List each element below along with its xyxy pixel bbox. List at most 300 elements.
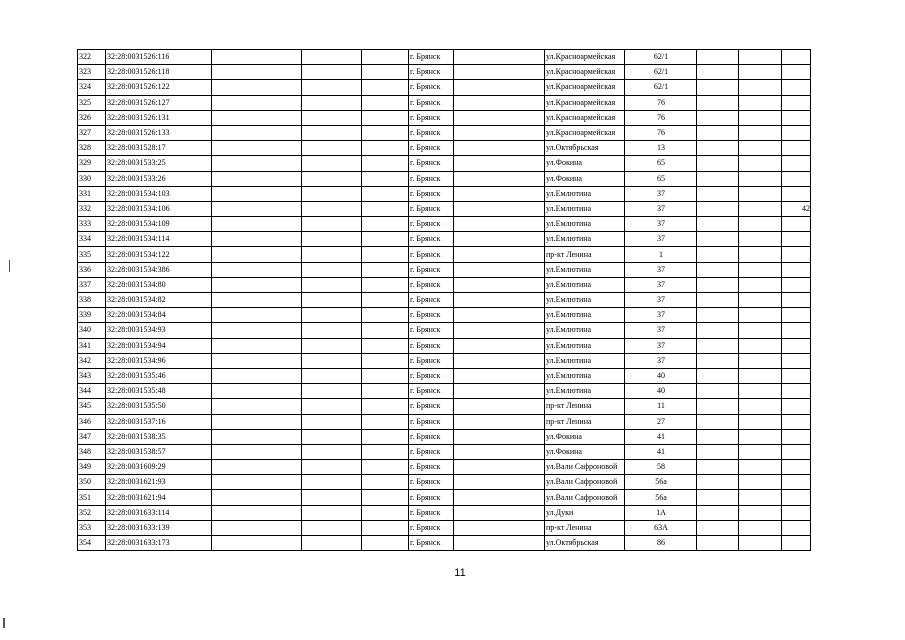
empty-cell — [739, 247, 782, 262]
empty-cell — [212, 141, 302, 156]
empty-cell — [302, 384, 362, 399]
street-cell: ул.Фокина — [545, 156, 625, 171]
table-row — [78, 536, 811, 551]
row-number-cell: 336 — [78, 262, 106, 277]
empty-cell — [697, 338, 739, 353]
extra-value-cell — [782, 293, 811, 308]
empty-cell — [739, 50, 782, 65]
city-cell: г. Брянск — [409, 338, 454, 353]
street-cell: ул.Емлютина — [545, 201, 625, 216]
house-number-cell: 56а — [625, 490, 697, 505]
empty-cell — [362, 141, 409, 156]
street-cell: пр-кт Ленина — [545, 399, 625, 414]
empty-cell — [302, 50, 362, 65]
empty-cell — [739, 429, 782, 444]
empty-cell — [739, 505, 782, 520]
table-row — [78, 308, 811, 323]
city-cell: г. Брянск — [409, 536, 454, 551]
empty-cell — [212, 50, 302, 65]
cadastral-number-cell: 32:28:0031526:127 — [106, 95, 212, 110]
cadastral-number-cell: 32:28:0031526:122 — [106, 80, 212, 95]
cadastral-number-cell: 32:28:0031526:131 — [106, 110, 212, 125]
empty-cell — [302, 80, 362, 95]
house-number-cell: 76 — [625, 95, 697, 110]
empty-cell — [302, 338, 362, 353]
street-cell: пр-кт Ленина — [545, 247, 625, 262]
empty-cell — [739, 262, 782, 277]
empty-cell — [302, 171, 362, 186]
empty-cell — [302, 429, 362, 444]
empty-cell — [362, 460, 409, 475]
cadastral-number-cell: 32:28:0031633:173 — [106, 536, 212, 551]
empty-cell — [302, 277, 362, 292]
empty-cell — [739, 475, 782, 490]
row-number-cell: 334 — [78, 232, 106, 247]
extra-value-cell — [782, 368, 811, 383]
cadastral-number-cell: 32:28:0031538:35 — [106, 429, 212, 444]
row-number-cell: 329 — [78, 156, 106, 171]
empty-cell — [362, 50, 409, 65]
extra-value-cell — [782, 475, 811, 490]
empty-cell — [739, 490, 782, 505]
table-row — [78, 414, 811, 429]
empty-cell — [212, 475, 302, 490]
empty-cell — [302, 65, 362, 80]
empty-cell — [212, 460, 302, 475]
empty-cell — [739, 171, 782, 186]
table-row — [78, 110, 811, 125]
empty-cell — [739, 536, 782, 551]
empty-cell — [212, 505, 302, 520]
house-number-cell: 40 — [625, 368, 697, 383]
table-row — [78, 65, 811, 80]
extra-value-cell — [782, 490, 811, 505]
empty-cell — [739, 338, 782, 353]
extra-value-cell — [782, 171, 811, 186]
empty-cell — [739, 80, 782, 95]
empty-cell — [454, 201, 545, 216]
row-number-cell: 337 — [78, 277, 106, 292]
empty-cell — [302, 201, 362, 216]
empty-cell — [302, 444, 362, 459]
row-number-cell: 354 — [78, 536, 106, 551]
empty-cell — [362, 490, 409, 505]
cadastral-number-cell: 32:28:0031535:48 — [106, 384, 212, 399]
house-number-cell: 37 — [625, 308, 697, 323]
table-row — [78, 505, 811, 520]
street-cell: ул.Емлютина — [545, 262, 625, 277]
empty-cell — [697, 384, 739, 399]
street-cell: ул.Вали Сафроновой — [545, 490, 625, 505]
house-number-cell: 62/1 — [625, 50, 697, 65]
street-cell: ул.Вали Сафроновой — [545, 475, 625, 490]
city-cell: г. Брянск — [409, 95, 454, 110]
cadastral-number-cell: 32:28:0031534:122 — [106, 247, 212, 262]
cadastral-number-cell: 32:28:0031535:50 — [106, 399, 212, 414]
empty-cell — [454, 232, 545, 247]
street-cell: ул.Фокина — [545, 444, 625, 459]
table-row — [78, 186, 811, 201]
table-row — [78, 444, 811, 459]
empty-cell — [362, 293, 409, 308]
city-cell: г. Брянск — [409, 368, 454, 383]
extra-value-cell — [782, 308, 811, 323]
empty-cell — [212, 353, 302, 368]
empty-cell — [739, 201, 782, 216]
empty-cell — [454, 50, 545, 65]
empty-cell — [362, 80, 409, 95]
empty-cell — [697, 201, 739, 216]
row-number-cell: 326 — [78, 110, 106, 125]
extra-value-cell — [782, 277, 811, 292]
empty-cell — [212, 156, 302, 171]
scan-artifact-bottom — [3, 618, 5, 628]
city-cell: г. Брянск — [409, 293, 454, 308]
empty-cell — [739, 520, 782, 535]
empty-cell — [362, 65, 409, 80]
empty-cell — [697, 262, 739, 277]
row-number-cell: 346 — [78, 414, 106, 429]
table-row — [78, 475, 811, 490]
extra-value-cell — [782, 323, 811, 338]
empty-cell — [697, 293, 739, 308]
empty-cell — [362, 384, 409, 399]
cadastral-number-cell: 32:28:0031528:17 — [106, 141, 212, 156]
cadastral-number-cell: 32:28:0031537:16 — [106, 414, 212, 429]
cadastral-number-cell: 32:28:0031534:82 — [106, 293, 212, 308]
empty-cell — [739, 308, 782, 323]
row-number-cell: 353 — [78, 520, 106, 535]
street-cell: ул.Фокина — [545, 429, 625, 444]
empty-cell — [697, 536, 739, 551]
empty-cell — [739, 156, 782, 171]
empty-cell — [739, 95, 782, 110]
empty-cell — [362, 536, 409, 551]
cadastral-number-cell: 32:28:0031534:84 — [106, 308, 212, 323]
cadastral-number-cell: 32:28:0031534:93 — [106, 323, 212, 338]
page-number: 11 — [454, 567, 466, 579]
empty-cell — [362, 475, 409, 490]
empty-cell — [212, 247, 302, 262]
table-row — [78, 95, 811, 110]
house-number-cell: 62/1 — [625, 80, 697, 95]
empty-cell — [302, 125, 362, 140]
empty-cell — [739, 110, 782, 125]
city-cell: г. Брянск — [409, 429, 454, 444]
empty-cell — [454, 323, 545, 338]
empty-cell — [454, 141, 545, 156]
row-number-cell: 352 — [78, 505, 106, 520]
street-cell: ул.Красноармейская — [545, 80, 625, 95]
row-number-cell: 349 — [78, 460, 106, 475]
cadastral-number-cell: 32:28:0031621:94 — [106, 490, 212, 505]
empty-cell — [212, 125, 302, 140]
table-row — [78, 399, 811, 414]
row-number-cell: 340 — [78, 323, 106, 338]
row-number-cell: 351 — [78, 490, 106, 505]
city-cell: г. Брянск — [409, 520, 454, 535]
empty-cell — [697, 156, 739, 171]
extra-value-cell — [782, 353, 811, 368]
extra-value-cell — [782, 232, 811, 247]
empty-cell — [454, 308, 545, 323]
house-number-cell: 37 — [625, 262, 697, 277]
empty-cell — [454, 110, 545, 125]
row-number-cell: 330 — [78, 171, 106, 186]
empty-cell — [697, 353, 739, 368]
empty-cell — [697, 308, 739, 323]
register-rows — [78, 50, 811, 551]
house-number-cell: 27 — [625, 414, 697, 429]
empty-cell — [302, 475, 362, 490]
empty-cell — [454, 65, 545, 80]
empty-cell — [739, 65, 782, 80]
empty-cell — [362, 262, 409, 277]
empty-cell — [454, 247, 545, 262]
city-cell: г. Брянск — [409, 125, 454, 140]
empty-cell — [212, 429, 302, 444]
empty-cell — [302, 323, 362, 338]
empty-cell — [212, 338, 302, 353]
row-number-cell: 342 — [78, 353, 106, 368]
cadastral-number-cell: 32:28:0031534:103 — [106, 186, 212, 201]
empty-cell — [739, 460, 782, 475]
extra-value-cell — [782, 399, 811, 414]
house-number-cell: 37 — [625, 217, 697, 232]
empty-cell — [212, 277, 302, 292]
empty-cell — [697, 110, 739, 125]
extra-value-cell — [782, 444, 811, 459]
empty-cell — [362, 95, 409, 110]
street-cell: ул.Красноармейская — [545, 50, 625, 65]
row-number-cell: 325 — [78, 95, 106, 110]
cadastral-number-cell: 32:28:0031535:46 — [106, 368, 212, 383]
empty-cell — [362, 125, 409, 140]
house-number-cell: 37 — [625, 338, 697, 353]
street-cell: ул.Емлютина — [545, 353, 625, 368]
empty-cell — [454, 80, 545, 95]
row-number-cell: 333 — [78, 217, 106, 232]
house-number-cell: 76 — [625, 125, 697, 140]
row-number-cell: 324 — [78, 80, 106, 95]
empty-cell — [454, 414, 545, 429]
empty-cell — [362, 368, 409, 383]
cadastral-number-cell: 32:28:0031534:109 — [106, 217, 212, 232]
row-number-cell: 332 — [78, 201, 106, 216]
empty-cell — [739, 323, 782, 338]
extra-value-cell — [782, 247, 811, 262]
extra-value-cell — [782, 338, 811, 353]
empty-cell — [212, 186, 302, 201]
house-number-cell: 41 — [625, 429, 697, 444]
empty-cell — [454, 186, 545, 201]
empty-cell — [697, 171, 739, 186]
city-cell: г. Брянск — [409, 505, 454, 520]
empty-cell — [697, 399, 739, 414]
scan-artifact-left — [9, 260, 10, 272]
street-cell: ул.Вали Сафроновой — [545, 460, 625, 475]
empty-cell — [302, 262, 362, 277]
street-cell: ул.Емлютина — [545, 338, 625, 353]
empty-cell — [302, 520, 362, 535]
extra-value-cell — [782, 505, 811, 520]
empty-cell — [697, 460, 739, 475]
empty-cell — [302, 217, 362, 232]
cadastral-number-cell: 32:28:0031538:57 — [106, 444, 212, 459]
empty-cell — [302, 460, 362, 475]
empty-cell — [739, 414, 782, 429]
empty-cell — [697, 505, 739, 520]
empty-cell — [697, 141, 739, 156]
empty-cell — [739, 368, 782, 383]
city-cell: г. Брянск — [409, 475, 454, 490]
house-number-cell: 56а — [625, 475, 697, 490]
city-cell: г. Брянск — [409, 110, 454, 125]
street-cell: ул.Октябрьская — [545, 141, 625, 156]
empty-cell — [697, 414, 739, 429]
row-number-cell: 339 — [78, 308, 106, 323]
house-number-cell: 11 — [625, 399, 697, 414]
city-cell: г. Брянск — [409, 186, 454, 201]
empty-cell — [302, 247, 362, 262]
table-row — [78, 368, 811, 383]
empty-cell — [212, 414, 302, 429]
cadastral-number-cell: 32:28:0031621:93 — [106, 475, 212, 490]
empty-cell — [454, 536, 545, 551]
empty-cell — [454, 475, 545, 490]
row-number-cell: 347 — [78, 429, 106, 444]
house-number-cell: 13 — [625, 141, 697, 156]
empty-cell — [697, 247, 739, 262]
house-number-cell: 86 — [625, 536, 697, 551]
empty-cell — [362, 520, 409, 535]
extra-value-cell — [782, 186, 811, 201]
empty-cell — [739, 217, 782, 232]
empty-cell — [302, 186, 362, 201]
city-cell: г. Брянск — [409, 201, 454, 216]
extra-value-cell — [782, 156, 811, 171]
empty-cell — [454, 277, 545, 292]
empty-cell — [739, 399, 782, 414]
extra-value-cell — [782, 65, 811, 80]
empty-cell — [454, 217, 545, 232]
extra-value-cell — [782, 125, 811, 140]
street-cell: ул.Октябрьская — [545, 536, 625, 551]
row-number-cell: 327 — [78, 125, 106, 140]
table-row — [78, 490, 811, 505]
empty-cell — [454, 460, 545, 475]
table-row — [78, 141, 811, 156]
cadastral-number-cell: 32:28:0031633:139 — [106, 520, 212, 535]
street-cell: ул.Емлютина — [545, 293, 625, 308]
house-number-cell: 37 — [625, 293, 697, 308]
empty-cell — [302, 536, 362, 551]
city-cell: г. Брянск — [409, 65, 454, 80]
house-number-cell: 62/1 — [625, 65, 697, 80]
city-cell: г. Брянск — [409, 141, 454, 156]
empty-cell — [212, 444, 302, 459]
extra-value-cell — [782, 141, 811, 156]
empty-cell — [362, 186, 409, 201]
table-row — [78, 125, 811, 140]
empty-cell — [739, 232, 782, 247]
city-cell: г. Брянск — [409, 353, 454, 368]
street-cell: ул.Емлютина — [545, 217, 625, 232]
city-cell: г. Брянск — [409, 247, 454, 262]
extra-value-cell — [782, 536, 811, 551]
empty-cell — [302, 141, 362, 156]
empty-cell — [739, 141, 782, 156]
empty-cell — [212, 65, 302, 80]
empty-cell — [362, 338, 409, 353]
table-row — [78, 217, 811, 232]
register-table — [77, 49, 811, 551]
empty-cell — [212, 232, 302, 247]
empty-cell — [739, 125, 782, 140]
empty-cell — [454, 399, 545, 414]
empty-cell — [739, 384, 782, 399]
house-number-cell: 37 — [625, 186, 697, 201]
empty-cell — [697, 125, 739, 140]
empty-cell — [454, 156, 545, 171]
table-row — [78, 80, 811, 95]
extra-value-cell — [782, 520, 811, 535]
empty-cell — [212, 536, 302, 551]
row-number-cell: 348 — [78, 444, 106, 459]
city-cell: г. Брянск — [409, 171, 454, 186]
empty-cell — [302, 399, 362, 414]
street-cell: ул.Красноармейская — [545, 95, 625, 110]
empty-cell — [697, 50, 739, 65]
table-row — [78, 429, 811, 444]
empty-cell — [454, 338, 545, 353]
row-number-cell: 323 — [78, 65, 106, 80]
street-cell: ул.Емлютина — [545, 277, 625, 292]
cadastral-number-cell: 32:28:0031533:26 — [106, 171, 212, 186]
extra-value-cell — [782, 460, 811, 475]
street-cell: пр-кт Ленина — [545, 520, 625, 535]
empty-cell — [362, 171, 409, 186]
empty-cell — [362, 399, 409, 414]
row-number-cell: 322 — [78, 50, 106, 65]
table-row — [78, 384, 811, 399]
empty-cell — [362, 308, 409, 323]
table-row — [78, 262, 811, 277]
house-number-cell: 40 — [625, 384, 697, 399]
house-number-cell: 63А — [625, 520, 697, 535]
cadastral-number-cell: 32:28:0031534:96 — [106, 353, 212, 368]
table-row — [78, 293, 811, 308]
empty-cell — [454, 520, 545, 535]
empty-cell — [212, 399, 302, 414]
house-number-cell: 65 — [625, 156, 697, 171]
empty-cell — [362, 201, 409, 216]
empty-cell — [362, 353, 409, 368]
empty-cell — [739, 353, 782, 368]
cadastral-number-cell: 32:28:0031533:25 — [106, 156, 212, 171]
table-row — [78, 171, 811, 186]
table-row — [78, 353, 811, 368]
city-cell: г. Брянск — [409, 444, 454, 459]
empty-cell — [362, 444, 409, 459]
empty-cell — [302, 293, 362, 308]
empty-cell — [697, 217, 739, 232]
city-cell: г. Брянск — [409, 414, 454, 429]
row-number-cell: 344 — [78, 384, 106, 399]
empty-cell — [697, 95, 739, 110]
empty-cell — [212, 293, 302, 308]
empty-cell — [454, 262, 545, 277]
